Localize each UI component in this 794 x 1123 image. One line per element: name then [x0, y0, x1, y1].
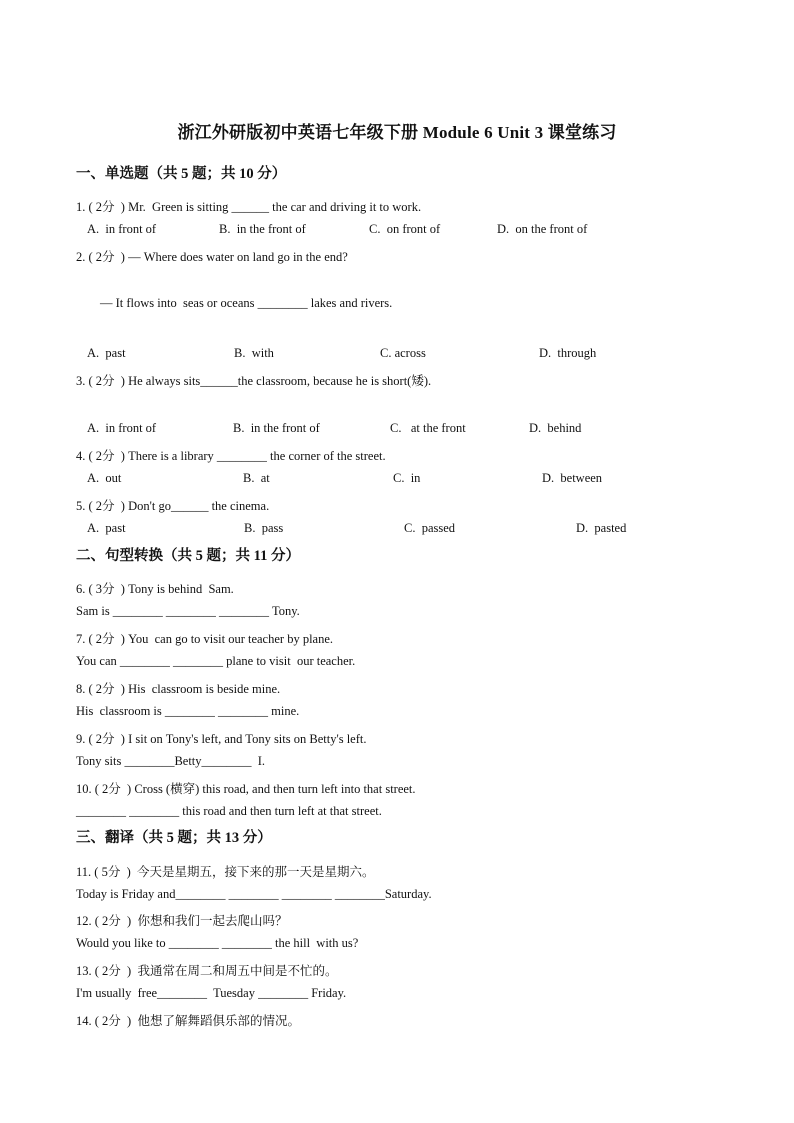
section-heading-sentence-transformation: 二、句型转换（共 5 题；共 11 分） — [76, 548, 300, 564]
section-heading-translation: 三、翻译（共 5 题；共 13 分） — [76, 830, 272, 846]
question-5-option-a: A. past — [87, 521, 126, 535]
question-5-option-d: D. pasted — [576, 521, 627, 535]
question-1-option-a: A. in front of — [87, 222, 157, 236]
question-2-option-d: D. through — [539, 346, 597, 360]
question-8-answer-line: His classroom is ________ ________ mine. — [76, 704, 300, 718]
question-3-option-a: A. in front of — [87, 421, 157, 435]
section-heading-single-choice: 一、单选题（共 5 题；共 10 分） — [76, 166, 287, 182]
question-10-stem: 10. ( 2分 ) Cross (横穿) this road, and then turn left into that street. — [76, 782, 416, 796]
page-title: 浙江外研版初中英语七年级下册 Module 6 Unit 3 课堂练习 — [177, 123, 617, 142]
question-1-option-b: B. in the front of — [219, 222, 306, 236]
question-14-stem: 14. ( 2分 ) 他想了解舞蹈俱乐部的情况。 — [76, 1014, 300, 1028]
question-7-answer-line: You can ________ ________ plane to visit our teacher. — [76, 654, 356, 668]
question-2-second-line: — It flows into seas or oceans ________ lakes and rivers. — [100, 296, 393, 310]
question-4-option-b: B. at — [243, 471, 270, 485]
question-1-stem: 1. ( 2分 ) Mr. Green is sitting ______ the car and driving it to work. — [76, 200, 422, 214]
question-2-option-a: A. past — [87, 346, 126, 360]
question-11-stem: 11. ( 5分 ) 今天是星期五，接下来的那一天是星期六。 — [76, 865, 375, 879]
question-6-stem: 6. ( 3分 ) Tony is behind Sam. — [76, 582, 234, 596]
question-3-option-c: C. at the front — [390, 421, 466, 435]
question-3-option-d: D. behind — [529, 421, 582, 435]
question-13-answer-line: I'm usually free________ Tuesday ________ Friday. — [76, 986, 347, 1000]
question-5-stem: 5. ( 2分 ) Don't go______ the cinema. — [76, 499, 270, 513]
question-5-option-b: B. pass — [244, 521, 284, 535]
question-10-answer-line: ________ ________ this road and then turn left at that street. — [76, 804, 382, 818]
question-1-option-c: C. on front of — [369, 222, 441, 236]
question-4-option-c: C. in — [393, 471, 421, 485]
question-13-stem: 13. ( 2分 ) 我通常在周二和周五中间是不忙的。 — [76, 964, 338, 978]
question-8-stem: 8. ( 2分 ) His classroom is beside mine. — [76, 682, 281, 696]
question-12-stem: 12. ( 2分 ) 你想和我们一起去爬山吗？ — [76, 914, 288, 928]
question-4-stem: 4. ( 2分 ) There is a library ________ the corner of the street. — [76, 449, 386, 463]
question-2-option-c: C. across — [380, 346, 426, 360]
question-11-answer-line: Today is Friday and________ ________ ________ ________Saturday. — [76, 887, 432, 901]
question-5-option-c: C. passed — [404, 521, 456, 535]
question-9-stem: 9. ( 2分 ) I sit on Tony's left, and Tony sits on Betty's left. — [76, 732, 367, 746]
question-2-option-b: B. with — [234, 346, 274, 360]
question-2-stem: 2. ( 2分 ) — Where does water on land go in the end? — [76, 250, 348, 264]
question-4-option-a: A. out — [87, 471, 122, 485]
question-3-stem: 3. ( 2分 ) He always sits______the classroom, because he is short(矮). — [76, 374, 432, 388]
question-12-answer-line: Would you like to ________ ________ the hill with us? — [76, 936, 359, 950]
question-6-answer-line: Sam is ________ ________ ________ Tony. — [76, 604, 300, 618]
question-3-option-b: B. in the front of — [233, 421, 320, 435]
question-7-stem: 7. ( 2分 ) You can go to visit our teacher by plane. — [76, 632, 334, 646]
question-1-option-d: D. on the front of — [497, 222, 588, 236]
question-9-answer-line: Tony sits ________Betty________ I. — [76, 754, 266, 768]
question-4-option-d: D. between — [542, 471, 603, 485]
